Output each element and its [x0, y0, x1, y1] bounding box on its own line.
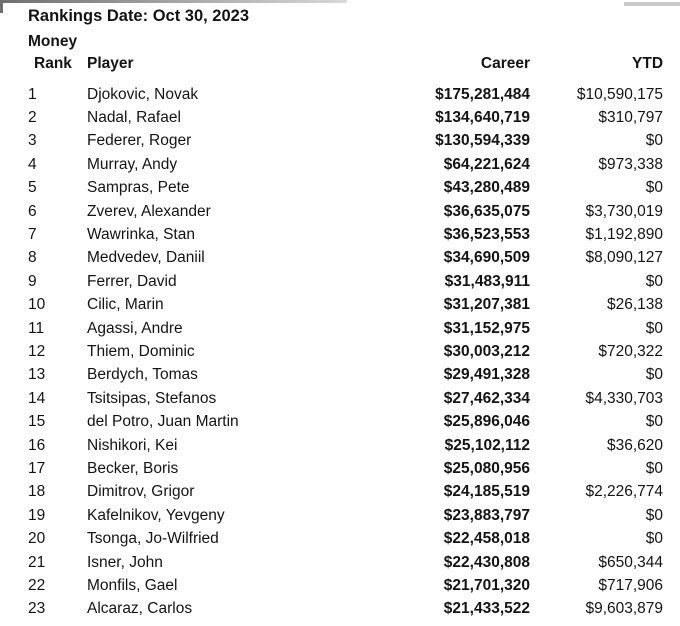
rank-cell: 2: [28, 109, 37, 127]
player-cell: Monfils, Gael: [87, 576, 178, 594]
ytd-cell: $0: [645, 413, 664, 431]
career-cell: $134,640,719: [435, 109, 530, 127]
player-cell: Isner, John: [87, 553, 163, 571]
ytd-cell: $0: [645, 506, 664, 524]
rank-cell: 13: [28, 366, 46, 384]
career-cell: $25,896,046: [443, 413, 530, 431]
table-row: [28, 247, 663, 270]
player-cell: Medvedev, Daniil: [87, 249, 205, 267]
rank-cell: 3: [28, 132, 37, 150]
player-cell: Cilic, Marin: [87, 296, 164, 314]
player-cell: Zverev, Alexander: [87, 202, 211, 220]
ytd-cell: $1,192,890: [585, 226, 664, 244]
ytd-cell: $717,906: [598, 576, 664, 594]
table-row: [28, 598, 663, 621]
career-cell: $130,594,339: [435, 132, 530, 150]
ytd-cell: $0: [645, 459, 664, 477]
player-cell: Federer, Roger: [87, 132, 192, 150]
money-rankings-table: [28, 31, 663, 621]
table-row: [28, 504, 663, 527]
career-cell: $64,221,624: [443, 155, 530, 173]
rank-cell: 10: [28, 296, 46, 314]
money-label: Money: [28, 33, 78, 50]
rank-cell: 19: [28, 506, 46, 524]
career-cell: $25,080,956: [443, 459, 530, 477]
rank-cell: 23: [28, 600, 46, 618]
ytd-cell: $0: [645, 179, 664, 197]
player-cell: Nishikori, Kei: [87, 436, 178, 454]
career-cell: $31,152,975: [443, 319, 530, 337]
career-cell: $25,102,112: [444, 436, 530, 454]
player-cell: Agassi, Andre: [87, 319, 183, 337]
rank-cell: 1: [28, 85, 37, 103]
ytd-cell: $0: [645, 272, 664, 290]
rank-cell: 4: [28, 155, 37, 173]
player-cell: Tsitsipas, Stefanos: [87, 389, 217, 407]
table-row: [28, 83, 663, 106]
ytd-cell: $0: [645, 319, 664, 337]
career-cell: $22,458,018: [443, 530, 530, 548]
ytd-cell: $0: [645, 530, 664, 548]
career-cell: $24,185,519: [443, 483, 530, 501]
top-border-artifact-right: [624, 2, 680, 6]
rank-cell: 5: [28, 179, 37, 197]
table-row: [28, 364, 663, 387]
ytd-cell: $36,620: [607, 436, 664, 454]
ytd-cell: $720,322: [598, 342, 664, 360]
table-row: [28, 434, 663, 457]
rank-cell: 8: [28, 249, 37, 267]
col-header-rank: Rank: [34, 55, 72, 72]
table-row: [28, 340, 663, 363]
player-cell: Wawrinka, Stan: [87, 226, 195, 244]
top-border-artifact-corner: [0, 0, 3, 13]
player-cell: Dimitrov, Grigor: [87, 483, 195, 501]
table-row: [28, 106, 663, 129]
table-row: [28, 177, 663, 200]
career-cell: $43,280,489: [443, 179, 530, 197]
table-row: [28, 317, 663, 340]
table-header-row: [28, 53, 663, 83]
rank-cell: 16: [28, 436, 46, 454]
table-row: [28, 551, 663, 574]
col-header-career: Career: [480, 55, 530, 72]
rank-cell: 12: [28, 342, 46, 360]
player-cell: Ferrer, David: [87, 272, 177, 290]
career-cell: $30,003,212: [443, 342, 530, 360]
table-row: [28, 130, 663, 153]
table-row: [28, 270, 663, 293]
rank-cell: 20: [28, 530, 46, 548]
rank-cell: 7: [28, 226, 37, 244]
ytd-cell: $9,603,879: [585, 600, 664, 618]
rank-cell: 17: [28, 459, 46, 477]
table-row: [28, 574, 663, 597]
table-row: [28, 223, 663, 246]
career-cell: $29,491,328: [443, 366, 530, 384]
career-cell: $34,690,509: [443, 249, 530, 267]
top-border-artifact-left: [0, 0, 347, 3]
table-row: [28, 387, 663, 410]
player-cell: Kafelnikov, Yevgeny: [87, 506, 225, 524]
table-row: [28, 200, 663, 223]
career-cell: $22,430,808: [443, 553, 530, 571]
ytd-cell: $0: [645, 132, 664, 150]
table-row: [28, 153, 663, 176]
ytd-cell: $310,797: [598, 109, 664, 127]
table-row: [28, 457, 663, 480]
money-label-row: [28, 31, 663, 53]
rank-cell: 6: [28, 202, 37, 220]
rank-cell: 9: [28, 272, 37, 290]
col-header-player: Player: [87, 55, 134, 72]
player-cell: Tsonga, Jo-Wilfried: [87, 530, 219, 548]
career-cell: $27,462,334: [443, 389, 530, 407]
player-cell: Nadal, Rafael: [87, 109, 181, 127]
table-row: [28, 410, 663, 433]
career-cell: $36,523,553: [443, 226, 530, 244]
ytd-cell: $2,226,774: [585, 483, 664, 501]
player-cell: Sampras, Pete: [87, 179, 190, 197]
career-cell: $31,483,911: [444, 272, 530, 290]
rank-cell: 14: [28, 389, 46, 407]
table-row: [28, 527, 663, 550]
rankings-table-body: [28, 83, 663, 621]
rank-cell: 15: [28, 413, 46, 431]
ytd-cell: $0: [645, 366, 664, 384]
career-cell: $175,281,484: [435, 85, 530, 103]
ytd-cell: $973,338: [598, 155, 664, 173]
ytd-cell: $10,590,175: [576, 85, 664, 103]
col-header-ytd: YTD: [632, 55, 664, 72]
ytd-cell: $3,730,019: [585, 202, 664, 220]
ytd-cell: $4,330,703: [585, 389, 664, 407]
table-row: [28, 481, 663, 504]
career-cell: $21,433,522: [443, 600, 530, 618]
career-cell: $36,635,075: [443, 202, 530, 220]
career-cell: $31,207,381: [443, 296, 530, 314]
ytd-cell: $8,090,127: [585, 249, 664, 267]
rankings-date-title: Rankings Date: Oct 30, 2023: [28, 7, 250, 25]
player-cell: Djokovic, Novak: [87, 85, 199, 103]
ytd-cell: $26,138: [607, 296, 664, 314]
rank-cell: 22: [28, 576, 46, 594]
career-cell: $23,883,797: [443, 506, 530, 524]
table-row: [28, 294, 663, 317]
player-cell: Alcaraz, Carlos: [87, 600, 193, 618]
player-cell: Thiem, Dominic: [87, 342, 195, 360]
player-cell: Becker, Boris: [87, 459, 179, 477]
player-cell: Murray, Andy: [87, 155, 178, 173]
player-cell: del Potro, Juan Martin: [87, 413, 239, 431]
rank-cell: 21: [28, 553, 46, 571]
career-cell: $21,701,320: [443, 576, 530, 594]
rank-cell: 18: [28, 483, 46, 501]
player-cell: Berdych, Tomas: [87, 366, 198, 384]
ytd-cell: $650,344: [598, 553, 664, 571]
rank-cell: 11: [28, 319, 45, 337]
